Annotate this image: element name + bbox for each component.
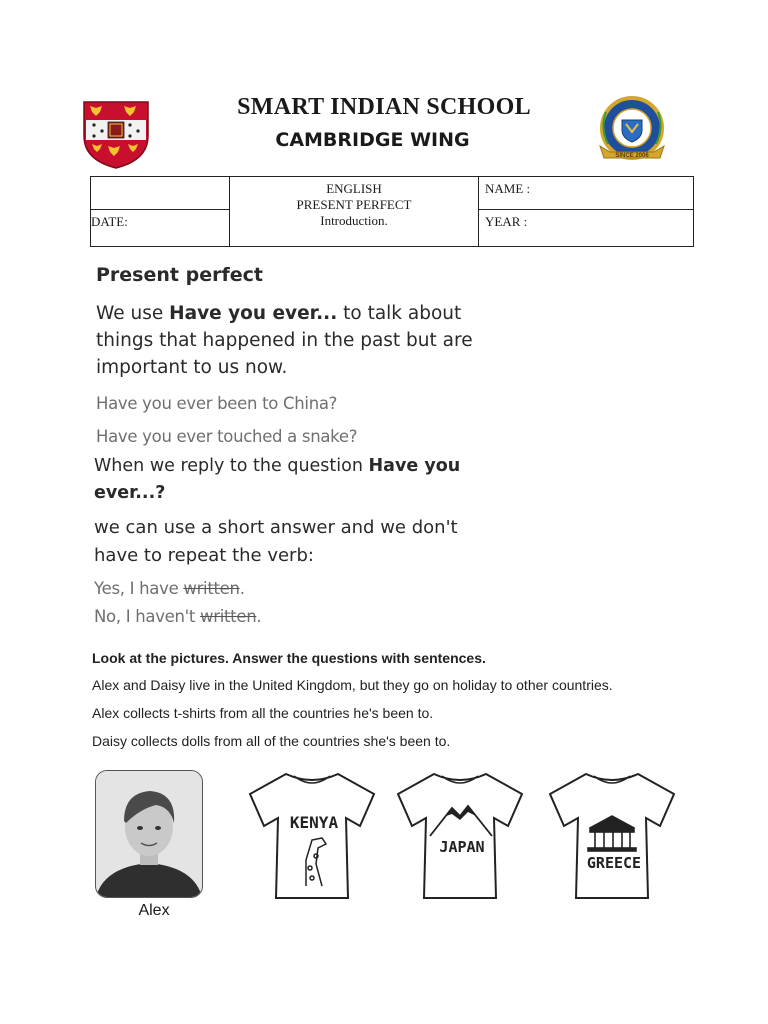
blank-cell — [91, 177, 230, 210]
subject: ENGLISH — [326, 181, 382, 196]
example-sentence-2: Have you ever touched a snake? — [96, 427, 358, 446]
year-cell[interactable] — [479, 210, 694, 247]
logo-since-text: SINCE 2006 — [615, 153, 649, 159]
reply-bold-phrase: Have you ever...? — [94, 456, 461, 503]
kenya-label: KENYA — [289, 813, 339, 832]
short-answer-paragraph: we can use a short answer and we don't have to repeat the verb: — [94, 517, 458, 566]
info-table — [90, 176, 694, 247]
japan-label: JAPAN — [439, 838, 485, 856]
year-label: YEAR : — [485, 214, 528, 230]
topic: PRESENT PERFECT — [296, 197, 412, 212]
exercise-instruction: Look at the pictures. Answer the questions with sentences. — [92, 650, 486, 666]
short-answer-yes: Yes, I have written. — [94, 579, 245, 598]
alex-caption: Alex — [138, 902, 170, 919]
greece-label: GREECE — [586, 854, 642, 872]
exercise-line-2: Alex collects t-shirts from all the countries he's been to. — [92, 705, 434, 721]
name-cell[interactable] — [479, 177, 694, 210]
reply-paragraph: When we reply to the question Have you ever...? — [94, 456, 461, 503]
struck-verb: written — [183, 579, 240, 598]
exercise-line-1: Alex and Daisy live in the United Kingdom, but they go on holiday to other countries. — [92, 677, 613, 693]
section-title: Present perfect — [96, 264, 263, 286]
name-label: NAME : — [485, 181, 531, 196]
date-cell[interactable] — [91, 210, 230, 247]
kenya-tshirt-image — [242, 768, 382, 903]
date-label: DATE: — [91, 214, 128, 230]
subtopic: Introduction. — [320, 213, 388, 228]
struck-verb: written — [200, 607, 257, 626]
short-answer-no: No, I haven't written. — [94, 607, 262, 626]
wing-name: CAMBRIDGE WING — [275, 129, 470, 151]
greece-tshirt-image — [542, 768, 682, 903]
school-emblem-logo — [586, 94, 678, 170]
intro-bold-phrase: Have you ever... — [169, 303, 338, 324]
exercise-line-3: Daisy collects dolls from all of the countries she's been to. — [92, 733, 451, 749]
school-name: SMART INDIAN SCHOOL — [237, 94, 531, 120]
japan-tshirt-image — [390, 768, 530, 903]
boy-portrait-image — [96, 771, 202, 897]
subject-cell — [230, 177, 479, 247]
alex-photo — [95, 770, 203, 898]
intro-paragraph: We use Have you ever... to talk about things that happened in the past but are important to us now. — [96, 303, 473, 378]
example-sentence-1: Have you ever been to China? — [96, 394, 338, 413]
